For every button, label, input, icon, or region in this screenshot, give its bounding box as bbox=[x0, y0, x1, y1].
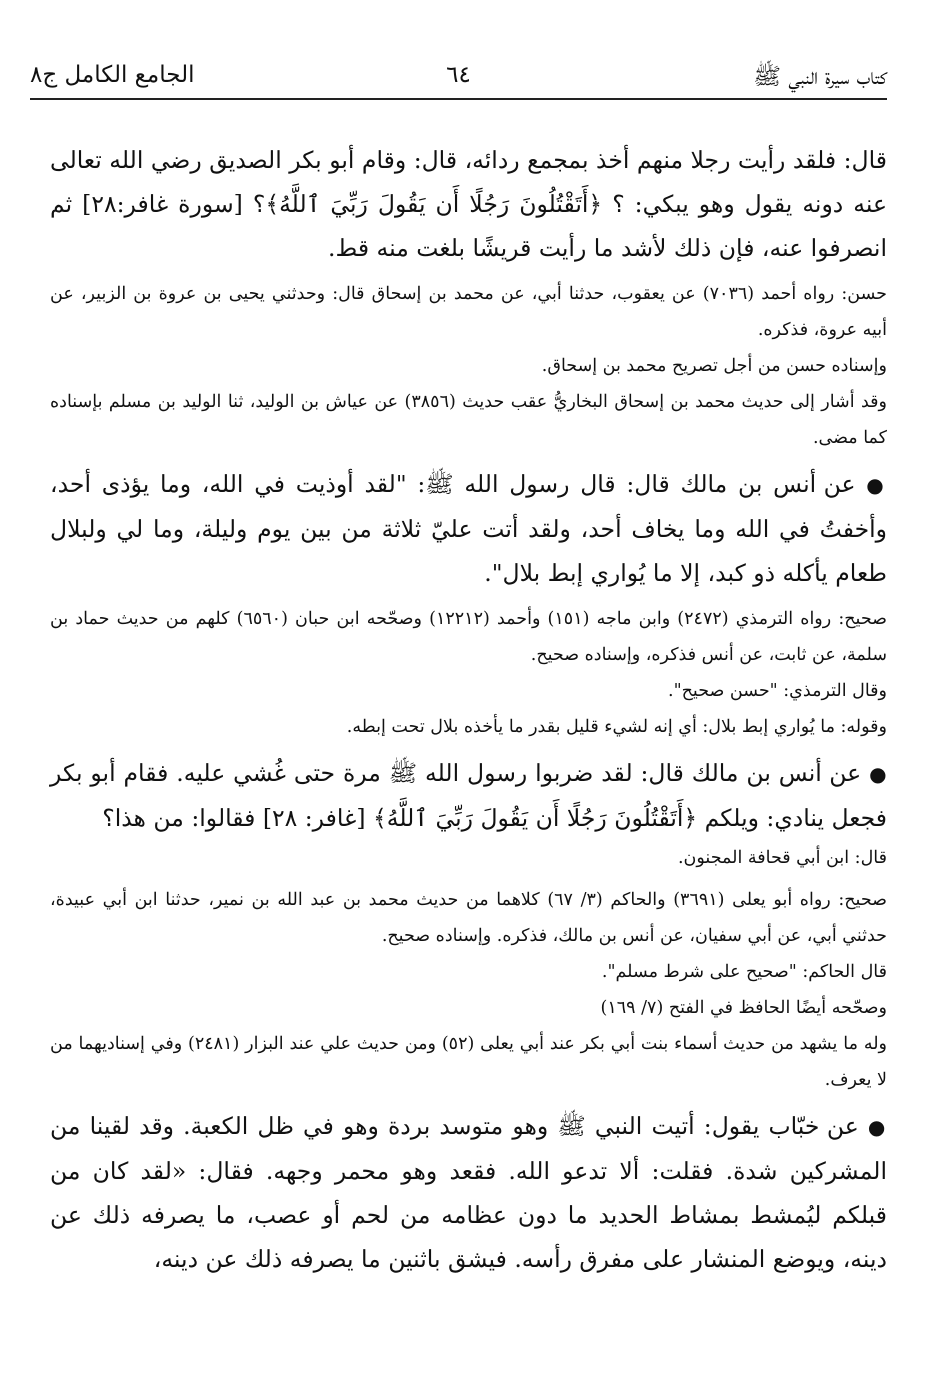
paragraph-text: عن خبّاب يقول: أتيت النبي ﷺ وهو متوسد بردة وهو في ظل الكعبة. وقد لقينا من المشركين شدة. فقلت: ألا تدعو الله. فقعد وهو محمر وجهه. فقال: «لقد كان من قبلكم ليُمشط بمشاط الحديد ما دون عظامه من لحم أو عصب، ما يصرفه ذلك عن دينه، ويوضع المنشار على مفرق رأسه. فيشق باثنين ما يصرفه ذلك عن دينه، bbox=[50, 1112, 887, 1273]
hadith-paragraph bbox=[50, 462, 887, 595]
paragraph-text: وله ما يشهد من حديث أسماء بنت أبي بكر عند أبي يعلى (٥٢) ومن حديث علي عند البزار (٢٤٨١) وفي إسناديهما من لا يعرف. bbox=[50, 1034, 887, 1090]
page-body bbox=[50, 138, 887, 1281]
paragraph-text: حسن: رواه أحمد (٧٠٣٦) عن يعقوب، حدثنا أبي، عن محمد بن إسحاق قال: وحدثني يحيى بن عروة بن الزبير، عن أبيه عروة، فذكره. bbox=[50, 284, 887, 340]
paragraph-text: قال الحاكم: "صحيح على شرط مسلم". bbox=[601, 962, 887, 982]
takhrij-note bbox=[50, 384, 887, 456]
paragraph-text: صحيح: رواه الترمذي (٢٤٧٢) وابن ماجه (١٥١) وأحمد (١٢٢١٢) وصحّحه ابن حبان (٦٥٦٠) كلهم من حديث حماد بن سلمة، عن ثابت، عن أنس فذكره، وإسناده صحيح. bbox=[50, 609, 887, 665]
narration-paragraph bbox=[50, 138, 887, 270]
takhrij-note bbox=[50, 276, 887, 348]
paragraph-text: وقد أشار إلى حديث محمد بن إسحاق البخاريُّ عقب حديث (٣٨٥٦) عن عياش بن الوليد، ثنا الوليد بن مسلم بإسناده كما مضى. bbox=[50, 392, 887, 448]
paragraph-text: عن أنس بن مالك قال: لقد ضربوا رسول الله ﷺ مرة حتى غُشي عليه. فقام أبو بكر فجعل ينادي: ويلكم ﴿أَتَقْتُلُونَ رَجُلًا أَن يَقُولَ رَبِّيَ ٱللَّهُ﴾ [غافر: ٢٨] فقالوا: من هذا؟ bbox=[50, 759, 887, 832]
takhrij-note bbox=[50, 1026, 887, 1098]
paragraph-text: قال: ابن أبي قحافة المجنون. bbox=[677, 848, 887, 868]
paragraph-text: عن أنس بن مالك قال: قال رسول الله ﷺ: "لقد أوذيت في الله، وما يؤذى أحد، وأخفتُ في الله وما يخاف أحد، ولقد أتت عليّ ثلاثة من بين يوم وليلة، وما لي ولبلال طعام يأكله ذو كبد، إلا ما يُواري إبط بلال". bbox=[50, 470, 887, 587]
paragraph-text: وقال الترمذي: "حسن صحيح". bbox=[668, 681, 887, 701]
bullet-icon: ● bbox=[866, 473, 887, 497]
takhrij-note bbox=[50, 990, 887, 1026]
bullet-icon: ● bbox=[869, 762, 887, 786]
takhrij-note bbox=[50, 840, 887, 876]
takhrij-note bbox=[50, 348, 887, 384]
hadith-paragraph bbox=[50, 751, 887, 840]
paragraph-text: قال: فلقد رأيت رجلا منهم أخذ بمجمع ردائه، قال: وقام أبو بكر الصديق رضي الله تعالى عنه دونه يقول وهو يبكي: ؟ ﴿أَتَقْتُلُونَ رَجُلًا أَن يَقُولَ رَبِّيَ ٱللَّهُ﴾؟ [سورة غافر:٢٨] ثم انصرفوا عنه، فإن ذلك لأشد ما رأيت قريشًا بلغت منه قط. bbox=[50, 146, 887, 262]
page-number: ٦٤ bbox=[446, 62, 471, 88]
takhrij-note bbox=[50, 601, 887, 673]
paragraph-text: وإسناده حسن من أجل تصريح محمد بن إسحاق. bbox=[541, 356, 887, 376]
running-title-book: كتاب سيرة النبي ﷺ bbox=[753, 64, 887, 90]
paragraph-text: وقوله: ما يُواري إبط بلال: أي إنه لشيء قليل بقدر ما يأخذه بلال تحت إبطه. bbox=[346, 717, 887, 737]
running-title-volume: الجامع الكامل ج٨ bbox=[30, 62, 195, 88]
takhrij-note bbox=[50, 954, 887, 990]
paragraph-text: وصحّحه أيضًا الحافظ في الفتح (٧/ ١٦٩) bbox=[600, 998, 887, 1018]
takhrij-note bbox=[50, 709, 887, 745]
takhrij-note bbox=[50, 673, 887, 709]
paragraph-text: صحيح: رواه أبو يعلى (٣٦٩١) والحاكم (٣/ ٦٧) كلاهما من حديث محمد بن عبد الله بن نمير، حدثنا ابن أبي عبيدة، حدثني أبي، عن أبي سفيان، عن أنس بن مالك، فذكره. وإسناده صحيح. bbox=[50, 890, 887, 946]
hadith-paragraph bbox=[50, 1104, 887, 1281]
takhrij-note bbox=[50, 882, 887, 954]
bullet-icon: ● bbox=[867, 1115, 887, 1139]
page-header bbox=[30, 58, 887, 100]
